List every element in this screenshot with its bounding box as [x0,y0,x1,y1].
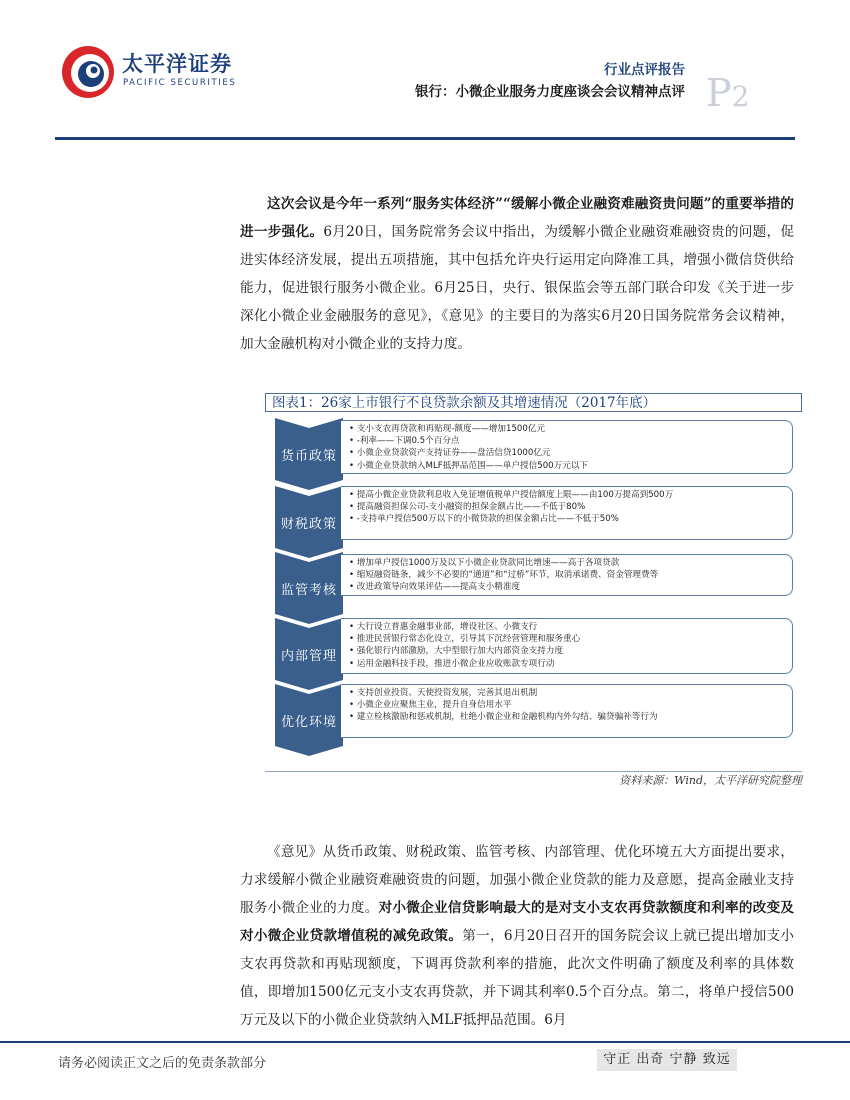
policy-category-label: 优化环境 [280,715,337,730]
header-divider [55,137,795,140]
policy-measure-item: • 提高小微企业贷款利息收入免征增值税单户授信额度上限——由100万提高到500万 [349,490,674,500]
policy-category-label: 货币政策 [280,449,337,464]
report-title: 银行：小微企业服务力度座谈会会议精神点评 [415,84,685,100]
paragraph-2-text-a: 《意见》从货币政策、财税政策、监管考核、内部管理、优化环境五大方面提出要求，力求缓解小微企业融资难融资贵的问题，加强小微企业贷款的能力及意愿，提高金融业支持服务小微企业的力度。 [240,844,794,916]
policy-row [275,418,795,490]
policy-measure-item: • 缩短融资链条，减少不必要的“通道”和“过桥”环节，取消承诺费、资金管理费等 [349,570,659,581]
policy-row [275,684,795,756]
pacific-securities-logo-icon [60,44,116,100]
policy-measure-item: • 增加单户授信1000万及以下小微企业贷款同比增速——高于各项贷款 [349,558,620,568]
policy-measure-item: • 支小支农再贷款和再贴现-额度——增加1500亿元 [349,424,546,434]
policy-row [275,486,795,558]
policy-measure-item: • 小微企业贷款纳入MLF抵押品范围——单户授信500万元以下 [349,460,589,471]
body-paragraph-2 [240,838,794,1034]
policy-category-label: 内部管理 [280,649,337,664]
policy-measure-item: • 强化银行内部激励，大中型银行加大内部资金支持力度 [349,646,564,657]
policy-measures-box [341,618,793,674]
report-type: 行业点评报告 [604,62,685,78]
policy-measure-item: • -利率——下调0.5个百分点 [349,436,460,447]
paragraph-2-text-b: 第一，6月20日召开的国务院会议上就已提出增加支小支农再贷款和再贴现额度，下调再贷款利率的措施，此次文件明确了额度及利率的具体数值，即增加1500亿元支小支农再贷款，并下调其利率0.5个百分点。第二，将单户授信500万元及以下的小微企业贷款纳入MLF抵押品范围。6月 [240,928,794,1028]
policy-row [275,552,795,624]
policy-measures-box [341,684,793,738]
policy-measure-item: • 运用金融科技手段，推进小微企业应收账款专项行动 [349,658,555,669]
logo-chinese-name: 太平洋证券 [122,52,232,76]
company-logo [60,44,240,104]
footer-divider [0,1041,850,1043]
policy-measure-item: • -支持单户授信500万以下的小微贷款的担保金额占比——不低于50% [349,514,619,525]
logo-english-name: PACIFIC SECURITIES [123,78,237,88]
policy-measure-item: • 支持创业投资、天使投资发展，完善其退出机制 [349,688,538,698]
policy-measure-item: • 小微企业应聚焦主业，提升自身信用水平 [349,700,512,711]
paragraph-2-bold: 对小微企业信贷影响最大的是对支小支农再贷款额度和利率的改变及对小微企业贷款增值税的减免政策。 [240,900,795,944]
policy-measure-item: • 建立检核激励和惩戒机制，杜绝小微企业和金融机构内外勾结、骗贷骗补等行为 [349,712,658,723]
policy-row [275,618,795,690]
policy-measure-item: • 大行设立普惠金融事业部，增设社区、小微支行 [349,622,538,632]
body-paragraph-1 [240,190,794,358]
policy-measures-box [341,420,793,474]
policy-measure-item: • 推进民营银行常态化设立，引导其下沉经营管理和服务重心 [349,634,581,645]
company-motto: 守正 出奇 宁静 致远 [597,1049,737,1071]
figure-title: 图表1：26家上市银行不良贷款余额及其增速情况（2017年底） [265,393,802,412]
figure-source: 资料来源：Wind，太平洋研究院整理 [619,774,802,787]
page-number: P2 [706,71,750,115]
paragraph-1-bold: 这次会议是今年一系列“服务实体经济”“缓解小微企业融资难融资贵问题”的重要举措的进一步强化。 [240,196,794,240]
paragraph-1-text: 6月20日，国务院常务会议中指出，为缓解小微企业融资难融资贵的问题，促进实体经济发展，提出五项措施，其中包括允许央行运用定向降准工具，增强小微信贷供给能力，促进银行服务小微企业。6月25日，央行、银保监会等五部门联合印发《关于进一步深化小微企业金融服务的意见》，《意见》的主要目的为落实6月20日国务院常务会议精神，加大金融机构对小微企业的支持力度。 [240,224,795,352]
policy-measure-item: • 提高融资担保公司-支小融资的担保金额占比——不低于80% [349,502,586,513]
policy-measure-item: • 改进政策导向效果评估——提高支小精准度 [349,582,521,593]
policy-measures-box [341,554,793,596]
policy-diagram [265,414,802,770]
policy-measures-box [341,486,793,540]
policy-category-label: 监管考核 [280,583,337,598]
policy-measure-item: • 小微企业贷款资产支持证券——盘活信贷1000亿元 [349,448,551,459]
disclaimer-text: 请务必阅读正文之后的免责条款部分 [58,1056,267,1071]
policy-category-label: 财税政策 [280,517,337,532]
